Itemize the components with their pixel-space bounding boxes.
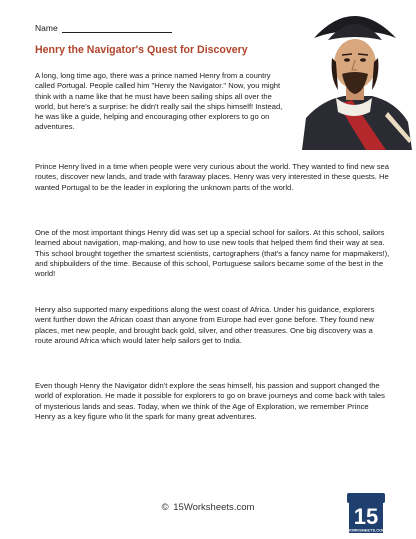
name-field <box>35 23 172 33</box>
paragraph-legacy: Even though Henry the Navigator didn't explore the seas himself, his passion and support changed the world of exploration. He made it possible for explorers to go on brave journeys and come back with tales of mysterious lands and seas. Today, when we think of the Age of Exploration, we remember Prince Henry as a key figure who lit the spark for many great adventures. <box>35 381 385 421</box>
copyright-icon: © <box>161 502 169 513</box>
worksheet-title: Henry the Navigator's Quest for Discovery <box>35 44 248 56</box>
logo-number: 15 <box>353 504 379 529</box>
logo-caption: WORKSHEETS.COM <box>346 527 386 533</box>
henry-portrait-image <box>292 0 416 150</box>
name-label: Name <box>35 23 58 33</box>
paragraph-expeditions: Henry also supported many expeditions along the west coast of Africa. Under his guidance, explorers went further down the African coast than anyone from Europe had ever gone before. They found new places, met new people, and brought back gold, silver, and other treasures. One big discovery was a route around Africa which would later help sailors get to India. <box>35 305 375 345</box>
paragraph-school: One of the most important things Henry did was set up a special school for sailors. At this school, sailors learned about navigation, map-making, and how to use new tools that helped them find their way at sea. This school brought together the smartest scientists, cartographers (that's a fancy name for mapmakers!), and shipbuilders of the time. Because of this school, Portuguese sailors became some of the best in the world! <box>35 228 390 279</box>
name-blank-line[interactable] <box>62 23 172 33</box>
paragraph-intro: A long, long time ago, there was a prince named Henry from a country called Portugal. People called him "Henry the Navigator." Now, you might think with a name like that he must have been sailing ships all over the world, but here's a surprise: he didn't really sail the ships himself! Instead, he was like a guide, helping and encouraging other explorers to go on adventures. <box>35 71 283 132</box>
paragraph-curiosity: Prince Henry lived in a time when people were very curious about the world. They wanted to find new sea routes, discover new lands, and trade with faraway places. Henry was very interested in these quests. He wanted Portugal to be the leader in exploring the unknown parts of the world. <box>35 162 390 192</box>
footer-site-link[interactable]: 15Worksheets.com <box>173 502 255 513</box>
worksheets-logo <box>346 493 386 537</box>
